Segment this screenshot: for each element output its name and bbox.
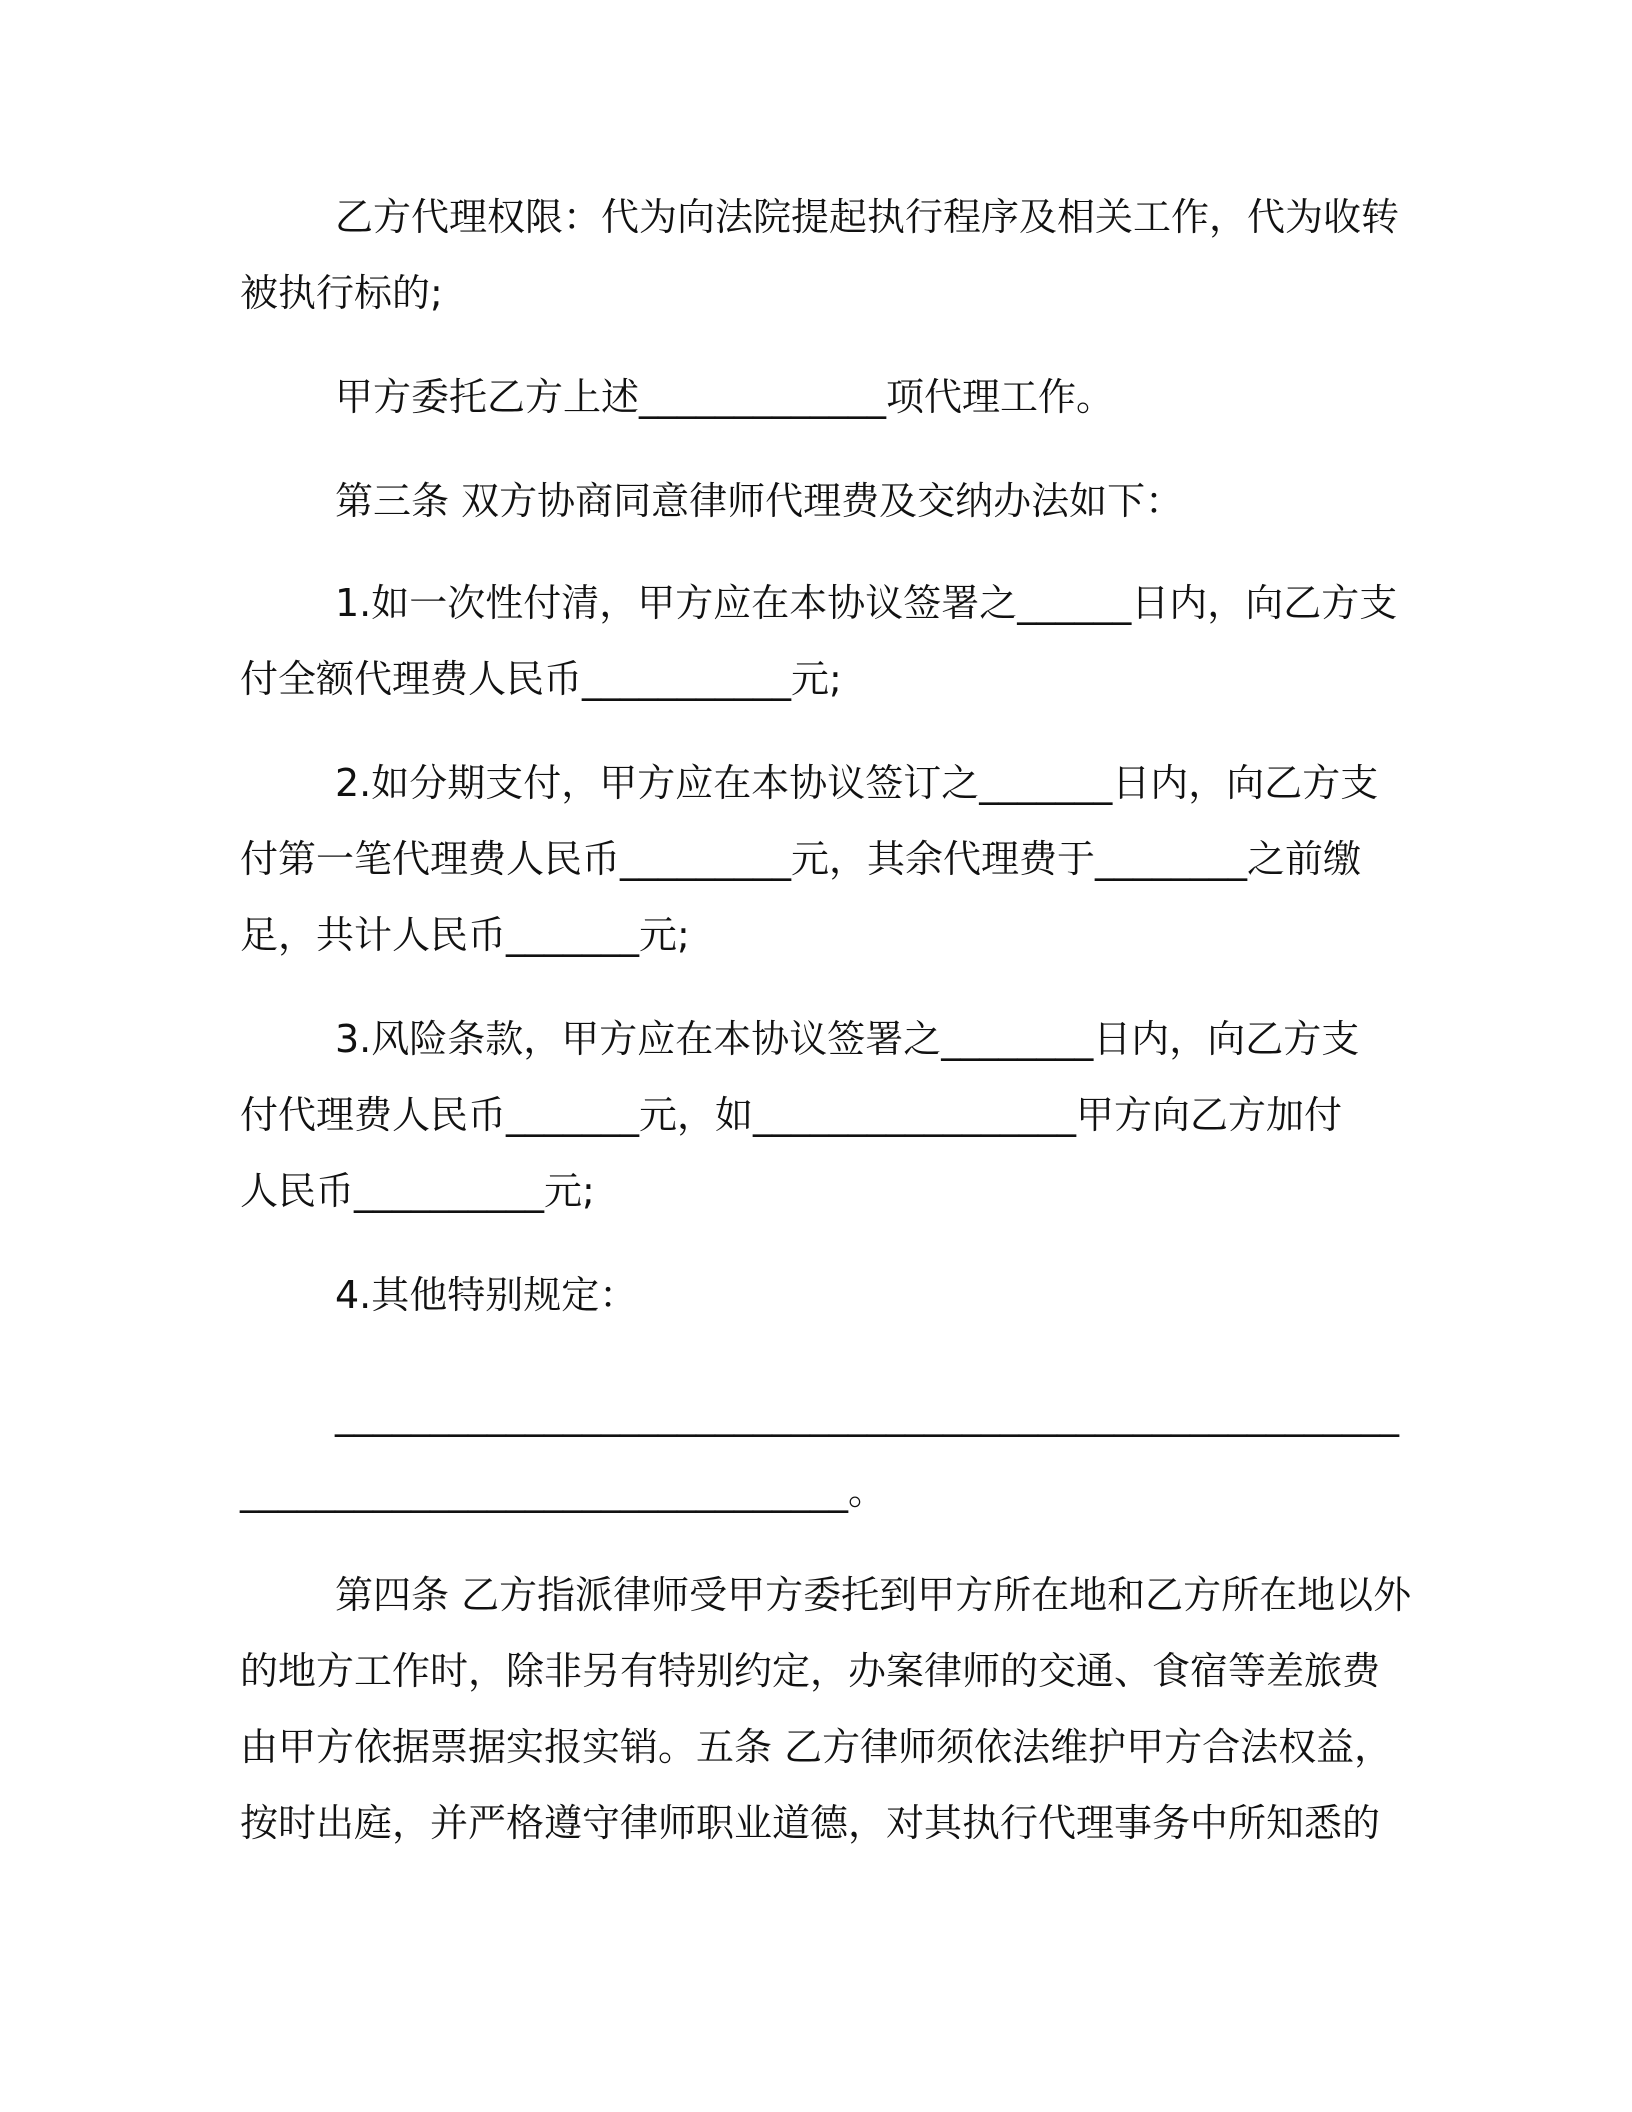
paragraph-line: 被执行标的; bbox=[240, 271, 443, 315]
paragraph-line: 按时出庭，并严格遵守律师职业道德，对其执行代理事务中所知悉的 bbox=[240, 1801, 1381, 1845]
paragraph-line: 甲方委托乙方上述_____________项代理工作。 bbox=[335, 375, 1115, 419]
paragraph-line: 付代理费人民币_______元，如_________________甲方向乙方加付 bbox=[240, 1093, 1343, 1137]
paragraph-line: 1.如一次性付清，甲方应在本协议签署之______日内，向乙方支 bbox=[335, 581, 1398, 625]
paragraph-line: 2.如分期支付，甲方应在本协议签订之_______日内，向乙方支 bbox=[335, 761, 1379, 805]
paragraph-line: 4.其他特别规定： bbox=[335, 1273, 638, 1317]
paragraph-line: 人民币__________元; bbox=[240, 1169, 595, 1213]
blank-fill-line: ________________________________________________________ bbox=[335, 1393, 1399, 1437]
article-heading: 第四条 乙方指派律师受甲方委托到甲方所在地和乙方所在地以外 bbox=[335, 1573, 1412, 1617]
paragraph-line: 3.风险条款，甲方应在本协议签署之________日内，向乙方支 bbox=[335, 1017, 1360, 1061]
paragraph-line: 乙方代理权限：代为向法院提起执行程序及相关工作，代为收转 bbox=[335, 195, 1400, 239]
paragraph-line: 足，共计人民币_______元; bbox=[240, 913, 690, 957]
blank-fill-line: ________________________________。 bbox=[240, 1469, 887, 1513]
paragraph-line: 付第一笔代理费人民币_________元，其余代理费于________之前缴 bbox=[240, 837, 1362, 881]
paragraph-line: 的地方工作时，除非另有特别约定，办案律师的交通、食宿等差旅费 bbox=[240, 1649, 1381, 1693]
article-heading: 第三条 双方协商同意律师代理费及交纳办法如下： bbox=[335, 479, 1184, 523]
paragraph-line: 付全额代理费人民币___________元; bbox=[240, 657, 842, 701]
paragraph-line: 由甲方依据票据实报实销。五条 乙方律师须依法维护甲方合法权益， bbox=[240, 1725, 1393, 1769]
